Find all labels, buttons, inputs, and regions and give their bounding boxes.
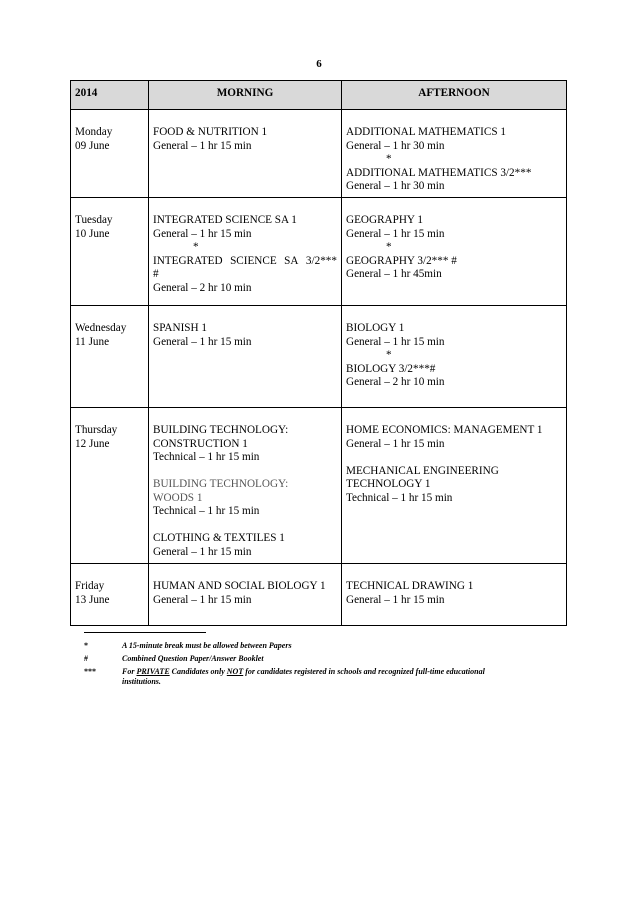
day-name: Wednesday [75, 322, 127, 334]
footnotes [84, 632, 524, 690]
footnote-text-part: for candidates registered in schools and recognized full-time educational institutions. [122, 667, 485, 686]
header-morning: MORNING [149, 81, 342, 110]
subject: HOME ECONOMICS: MANAGEMENT 1 [346, 424, 543, 436]
subject-continuation: # [153, 268, 159, 280]
subject-word: 3/2*** [305, 254, 337, 267]
subject: CONSTRUCTION 1 [153, 437, 248, 450]
subject-word: SCIENCE [230, 254, 277, 267]
subject: TECHNICAL DRAWING 1 [346, 580, 474, 592]
paper-detail: General – 1 hr 15 min [153, 545, 252, 558]
table-row [71, 564, 567, 626]
table-row [71, 198, 567, 306]
footnote-text-part: Candidates only [171, 667, 225, 676]
subject-word: INTEGRATED [153, 254, 223, 267]
paper-detail: Technical – 1 hr 15 min [153, 505, 260, 517]
day-date: 09 June [75, 139, 110, 152]
subject: SPANISH 1 [153, 322, 207, 334]
subject: WOODS 1 [153, 491, 203, 504]
paper-detail: General – 1 hr 45min [346, 268, 442, 280]
subject: ADDITIONAL MATHEMATICS 1 [346, 126, 506, 138]
paper-detail: Technical – 1 hr 15 min [346, 491, 453, 504]
day-cell [71, 408, 149, 564]
paper-detail: General – 1 hr 15 min [153, 227, 252, 240]
header-afternoon: AFTERNOON [342, 81, 567, 110]
subject: HUMAN AND SOCIAL BIOLOGY 1 [153, 580, 326, 592]
table-row [71, 110, 567, 198]
afternoon-cell [342, 198, 567, 306]
subject: INTEGRATED SCIENCE SA 1 [153, 214, 297, 226]
paper-detail: Technical – 1 hr 15 min [153, 451, 260, 463]
paper-detail: General – 1 hr 15 min [153, 593, 252, 606]
footnote-text: Combined Question Paper/Answer Booklet [122, 654, 264, 663]
break-marker: * [386, 349, 392, 361]
morning-cell [149, 110, 342, 198]
exam-timetable [70, 80, 567, 626]
paper-detail: General – 1 hr 15 min [346, 227, 445, 240]
subject: TECHNOLOGY 1 [346, 478, 431, 490]
paper-detail: General – 1 hr 15 min [346, 437, 445, 450]
header-year: 2014 [71, 81, 149, 110]
subject-word: SA [284, 254, 299, 267]
table-header-row [71, 81, 567, 110]
day-name: Monday [75, 126, 113, 138]
afternoon-cell [342, 306, 567, 408]
day-date: 13 June [75, 593, 110, 606]
day-name: Thursday [75, 424, 118, 436]
day-name: Tuesday [75, 214, 113, 226]
paper-detail: General – 2 hr 10 min [346, 376, 445, 388]
morning-cell [149, 198, 342, 306]
day-cell [71, 306, 149, 408]
morning-cell [149, 408, 342, 564]
page-number: 6 [316, 58, 322, 70]
subject-justified [153, 255, 337, 269]
footnote-text: A 15-minute break must be allowed between Papers [122, 641, 292, 650]
afternoon-cell [342, 110, 567, 198]
subject: GEOGRAPHY 1 [346, 214, 423, 226]
paper-detail: General – 1 hr 30 min [346, 180, 445, 192]
table-row [71, 306, 567, 408]
subject: BUILDING TECHNOLOGY: [153, 424, 289, 436]
paper-detail: General – 1 hr 30 min [346, 139, 445, 152]
footnote-divider [84, 632, 206, 633]
day-cell [71, 198, 149, 306]
morning-cell [149, 564, 342, 626]
break-marker: * [386, 241, 392, 253]
paper-detail: General – 1 hr 15 min [346, 593, 445, 606]
paper-detail: General – 1 hr 15 min [153, 335, 252, 348]
day-name: Friday [75, 580, 105, 592]
footnote-emphasis-private: PRIVATE [136, 667, 170, 676]
subject: BIOLOGY 1 [346, 322, 405, 334]
morning-cell [149, 306, 342, 408]
day-date: 10 June [75, 227, 110, 240]
footnote-symbol: * [84, 641, 88, 650]
subject: BIOLOGY 3/2***# [346, 362, 436, 375]
break-marker: * [193, 241, 199, 253]
paper-detail: General – 2 hr 10 min [153, 281, 252, 294]
footnote [84, 654, 524, 664]
subject: MECHANICAL ENGINEERING [346, 464, 499, 477]
day-date: 11 June [75, 335, 110, 348]
footnote-emphasis-not: NOT [226, 667, 244, 676]
footnote-text-part: For [122, 667, 135, 676]
footnote [84, 641, 524, 651]
subject: BUILDING TECHNOLOGY: [153, 478, 289, 490]
day-cell [71, 110, 149, 198]
day-cell [71, 564, 149, 626]
subject: ADDITIONAL MATHEMATICS 3/2*** [346, 166, 532, 179]
subject: FOOD & NUTRITION 1 [153, 126, 268, 138]
footnote-symbol: *** [84, 667, 96, 676]
subject: GEOGRAPHY 3/2*** # [346, 254, 457, 267]
paper-detail: General – 1 hr 15 min [153, 139, 252, 152]
table-row [71, 408, 567, 564]
footnote-symbol: # [84, 654, 88, 663]
break-marker: * [386, 153, 392, 165]
afternoon-cell [342, 564, 567, 626]
afternoon-cell [342, 408, 567, 564]
day-date: 12 June [75, 437, 110, 450]
footnote-text [122, 667, 524, 687]
footnote [84, 667, 524, 687]
paper-detail: General – 1 hr 15 min [346, 335, 445, 348]
subject: CLOTHING & TEXTILES 1 [153, 532, 285, 544]
